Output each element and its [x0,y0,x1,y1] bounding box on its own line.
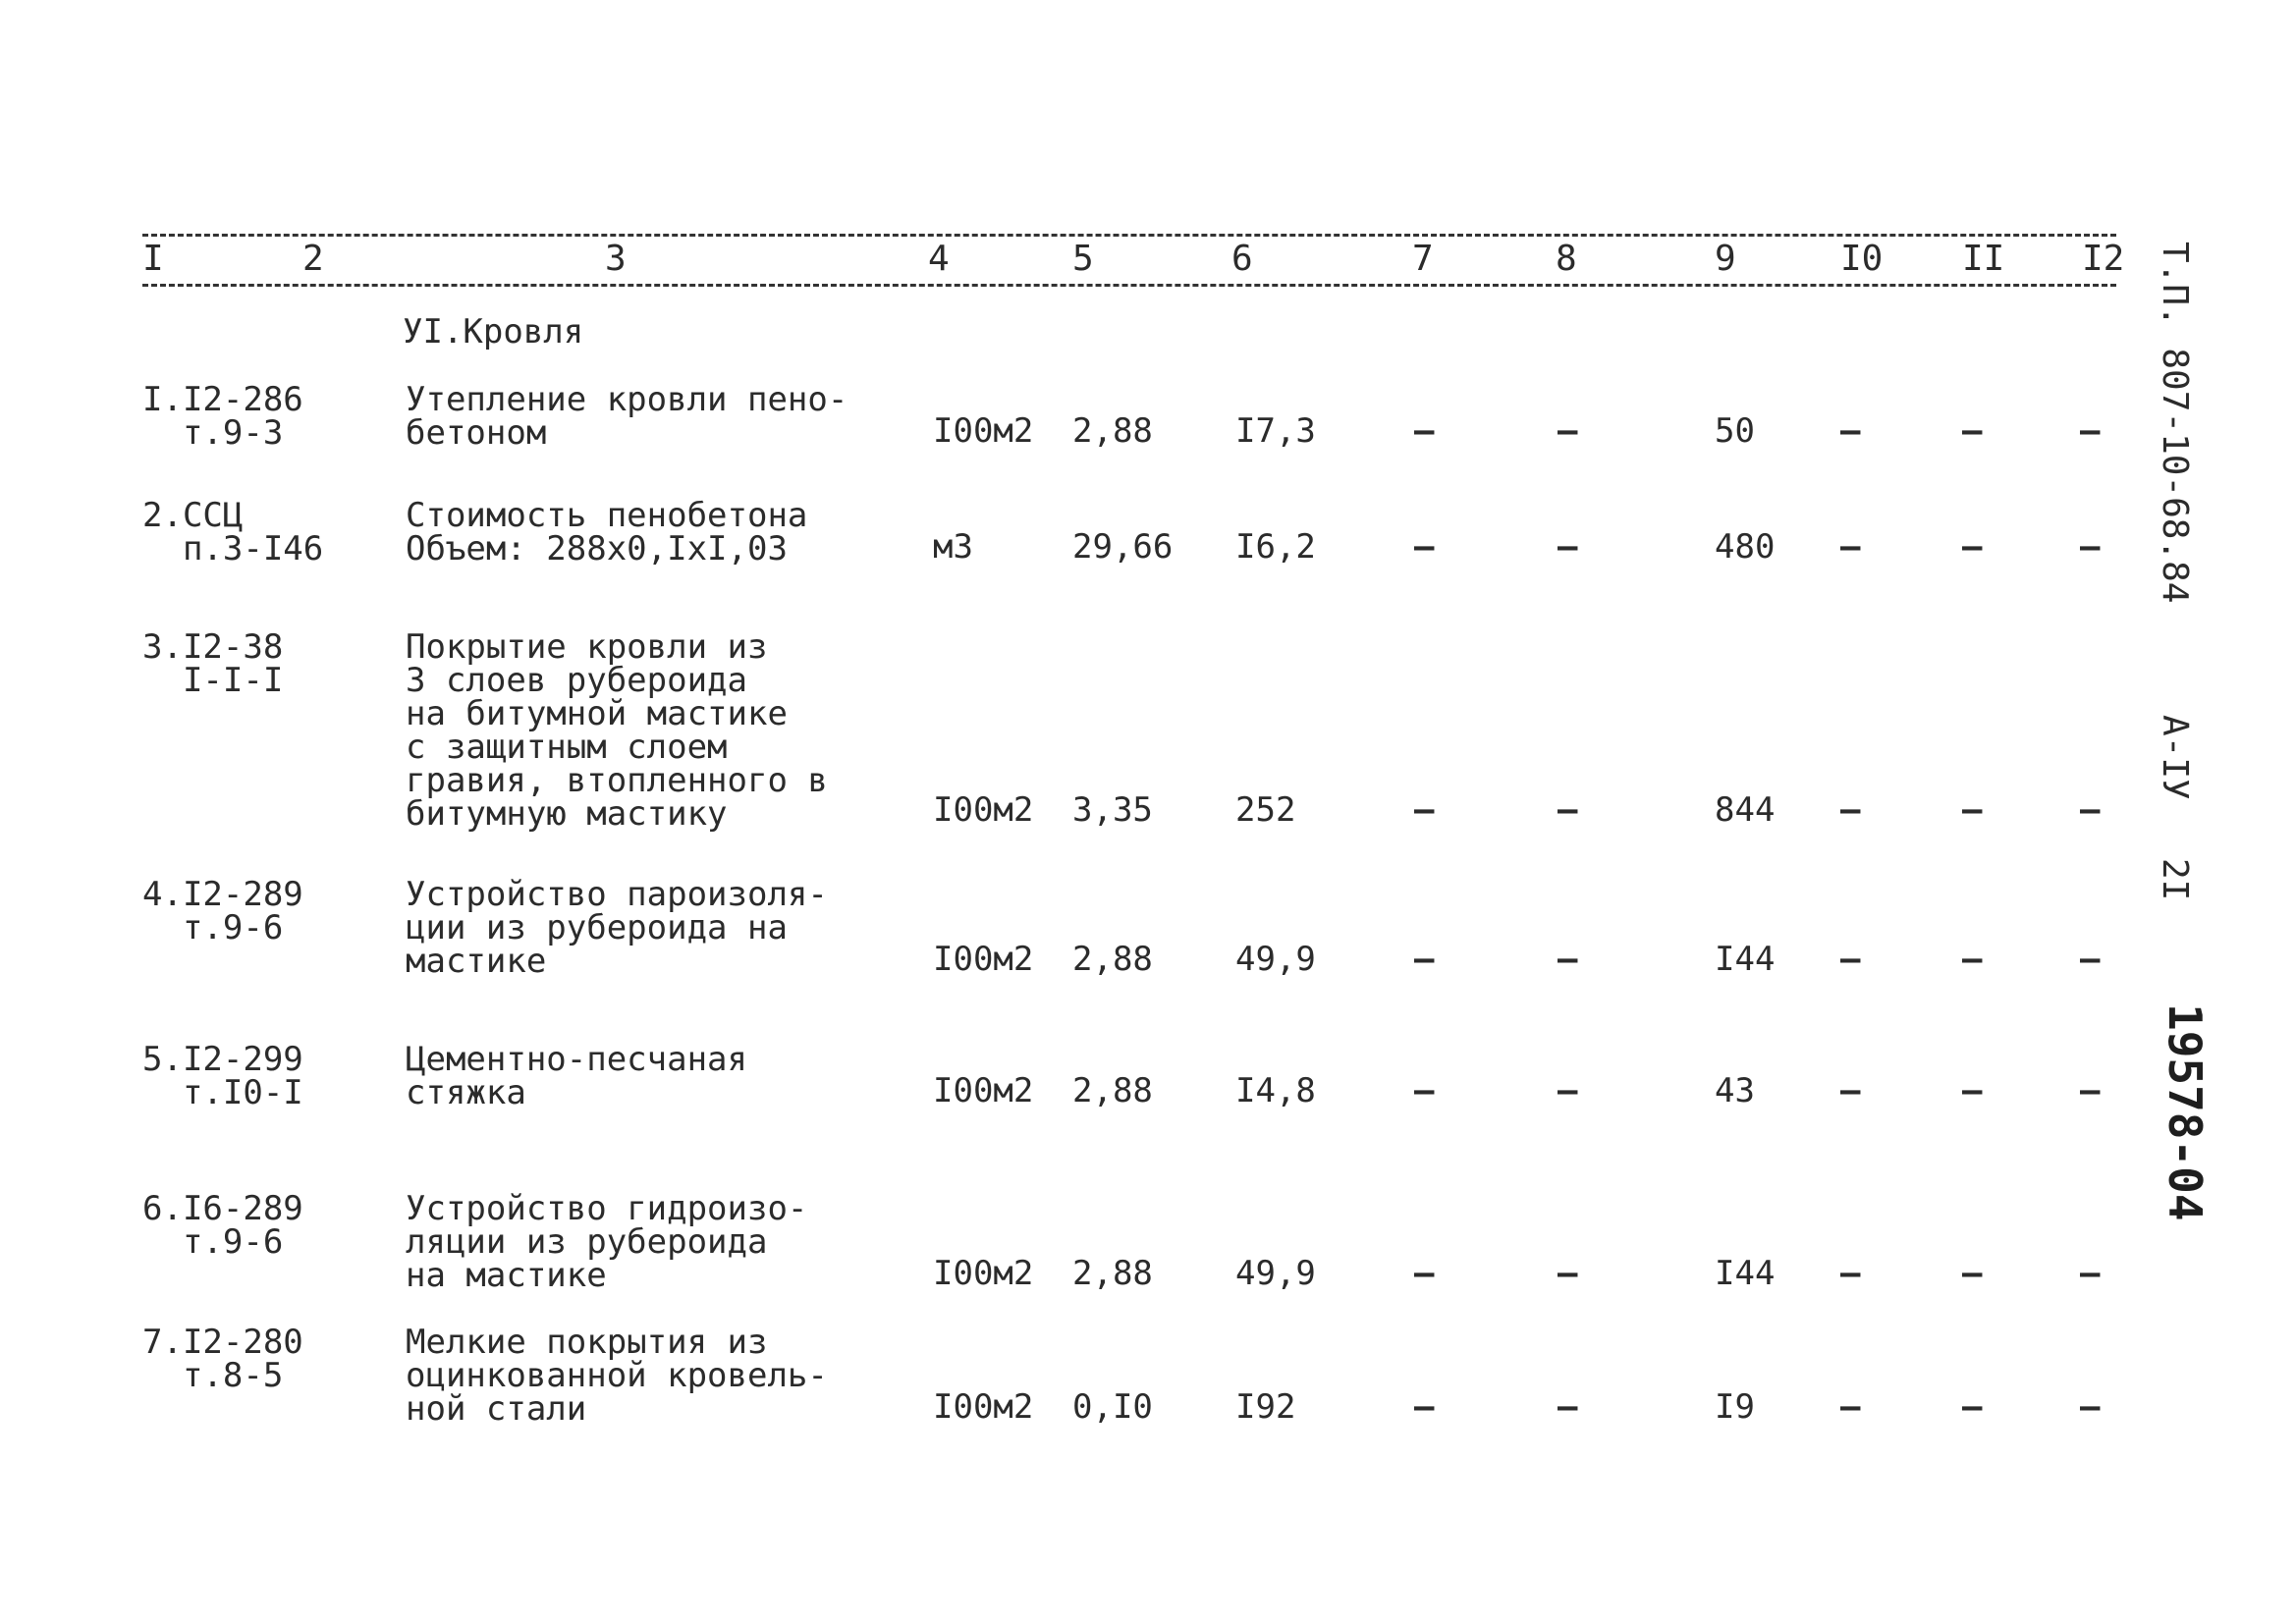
row-code: 4.I2-289 [142,875,303,914]
row-description: мастике [406,942,547,981]
row-c12-dash: – [2080,1254,2101,1293]
side-document-number: 19578-04 [2159,1003,2212,1221]
row-quantity: 2,88 [1072,411,1153,451]
row-c11-dash: – [1962,790,1983,830]
row-c8-dash: – [1558,1387,1578,1427]
row-c10-dash: – [1840,1071,1861,1110]
row-description: гравия, втопленного в [406,761,828,800]
row-c8-dash: – [1558,527,1578,567]
row-c7-dash: – [1414,790,1435,830]
column-number: II [1962,239,2005,279]
column-number: 6 [1231,239,1253,279]
row-code: т.8-5 [142,1356,284,1395]
row-code: 7.I2-280 [142,1323,303,1362]
row-c8-dash: – [1558,940,1578,979]
row-c7-dash: – [1414,1071,1435,1110]
row-description: Объем: 288х0,IхI,03 [406,529,788,568]
row-c8-dash: – [1558,1254,1578,1293]
row-col6-value: 49,9 [1235,940,1316,979]
row-col6-value: I7,3 [1235,411,1316,451]
row-c12-dash: – [2080,1387,2101,1427]
row-code: 3.I2-38 [142,627,284,667]
row-c7-dash: – [1414,940,1435,979]
row-c7-dash: – [1414,1387,1435,1427]
row-unit: I00м2 [933,1254,1034,1293]
row-c11-dash: – [1962,1254,1983,1293]
row-description: ной стали [406,1389,587,1429]
row-quantity: 0,I0 [1072,1387,1153,1427]
row-description: ции из рубероида на [406,908,788,947]
row-col9-value: I44 [1715,1254,1776,1293]
row-code: I-I-I [142,661,284,700]
row-c11-dash: – [1962,1071,1983,1110]
row-c11-dash: – [1962,527,1983,567]
column-number: 7 [1412,239,1434,279]
header-bottom-rule [142,284,2116,287]
row-unit: I00м2 [933,411,1034,451]
row-description: бетоном [406,413,547,453]
column-number: 3 [605,239,627,279]
row-quantity: 2,88 [1072,1071,1153,1110]
row-c8-dash: – [1558,1071,1578,1110]
row-col6-value: I4,8 [1235,1071,1316,1110]
row-description: с защитным слоем [406,728,728,767]
column-number: 8 [1556,239,1577,279]
row-c10-dash: – [1840,527,1861,567]
side-project-code: Т.П. 807-10-68.84 [2155,242,2195,604]
row-c8-dash: – [1558,411,1578,451]
row-description: Мелкие покрытия из [406,1323,768,1362]
row-description: Устройство гидроизо- [406,1189,808,1228]
row-col9-value: I9 [1715,1387,1755,1427]
row-unit: I00м2 [933,1387,1034,1427]
row-c12-dash: – [2080,790,2101,830]
row-c7-dash: – [1414,1254,1435,1293]
row-description: 3 слоев рубероида [406,661,747,700]
row-code: 6.I6-289 [142,1189,303,1228]
row-code: I.I2-286 [142,380,303,419]
column-number: 2 [302,239,324,279]
row-c12-dash: – [2080,527,2101,567]
row-col6-value: 252 [1235,790,1296,830]
column-number: 9 [1715,239,1736,279]
row-c10-dash: – [1840,1387,1861,1427]
row-description: Цементно-песчаная [406,1040,747,1079]
row-code: 2.ССЦ [142,496,244,535]
row-description: битумную мастику [406,794,728,834]
header-top-rule [142,234,2116,237]
row-c8-dash: – [1558,790,1578,830]
row-c10-dash: – [1840,1254,1861,1293]
row-c11-dash: – [1962,940,1983,979]
section-title: УI.Кровля [403,312,584,352]
row-c10-dash: – [1840,411,1861,451]
row-description: стяжка [406,1073,526,1112]
row-description: ляции из рубероида [406,1222,768,1262]
row-c11-dash: – [1962,1387,1983,1427]
row-col6-value: I92 [1235,1387,1296,1427]
row-code: т.9-3 [142,413,284,453]
row-description: Стоимость пенобетона [406,496,808,535]
row-description: Покрытие кровли из [406,627,768,667]
row-code: 5.I2-299 [142,1040,303,1079]
row-description: на мастике [406,1256,607,1295]
row-c12-dash: – [2080,940,2101,979]
row-description: на битумной мастике [406,694,788,733]
column-number: I2 [2082,239,2125,279]
side-album: А-IУ [2155,715,2195,800]
row-code: т.9-6 [142,908,284,947]
column-number: I [142,239,164,279]
row-c7-dash: – [1414,527,1435,567]
row-description: Утепление кровли пено- [406,380,848,419]
column-number: 5 [1072,239,1094,279]
row-c12-dash: – [2080,411,2101,451]
side-sheet-number: 2I [2155,858,2195,901]
row-unit: I00м2 [933,790,1034,830]
row-c11-dash: – [1962,411,1983,451]
row-c12-dash: – [2080,1071,2101,1110]
row-quantity: 2,88 [1072,940,1153,979]
row-unit: м3 [933,527,973,567]
row-col9-value: 844 [1715,790,1776,830]
row-col6-value: 49,9 [1235,1254,1316,1293]
row-col9-value: 50 [1715,411,1755,451]
row-description: Устройство пароизоля- [406,875,828,914]
row-col9-value: 480 [1715,527,1776,567]
row-unit: I00м2 [933,1071,1034,1110]
row-col9-value: I44 [1715,940,1776,979]
row-c10-dash: – [1840,790,1861,830]
column-number: 4 [928,239,950,279]
row-quantity: 3,35 [1072,790,1153,830]
row-unit: I00м2 [933,940,1034,979]
row-col6-value: I6,2 [1235,527,1316,567]
row-code: т.9-6 [142,1222,284,1262]
row-description: оцинкованной кровель- [406,1356,828,1395]
row-c7-dash: – [1414,411,1435,451]
row-quantity: 29,66 [1072,527,1174,567]
row-code: п.3-I46 [142,529,324,568]
row-col9-value: 43 [1715,1071,1755,1110]
row-code: т.I0-I [142,1073,303,1112]
row-c10-dash: – [1840,940,1861,979]
row-quantity: 2,88 [1072,1254,1153,1293]
column-number: I0 [1840,239,1884,279]
